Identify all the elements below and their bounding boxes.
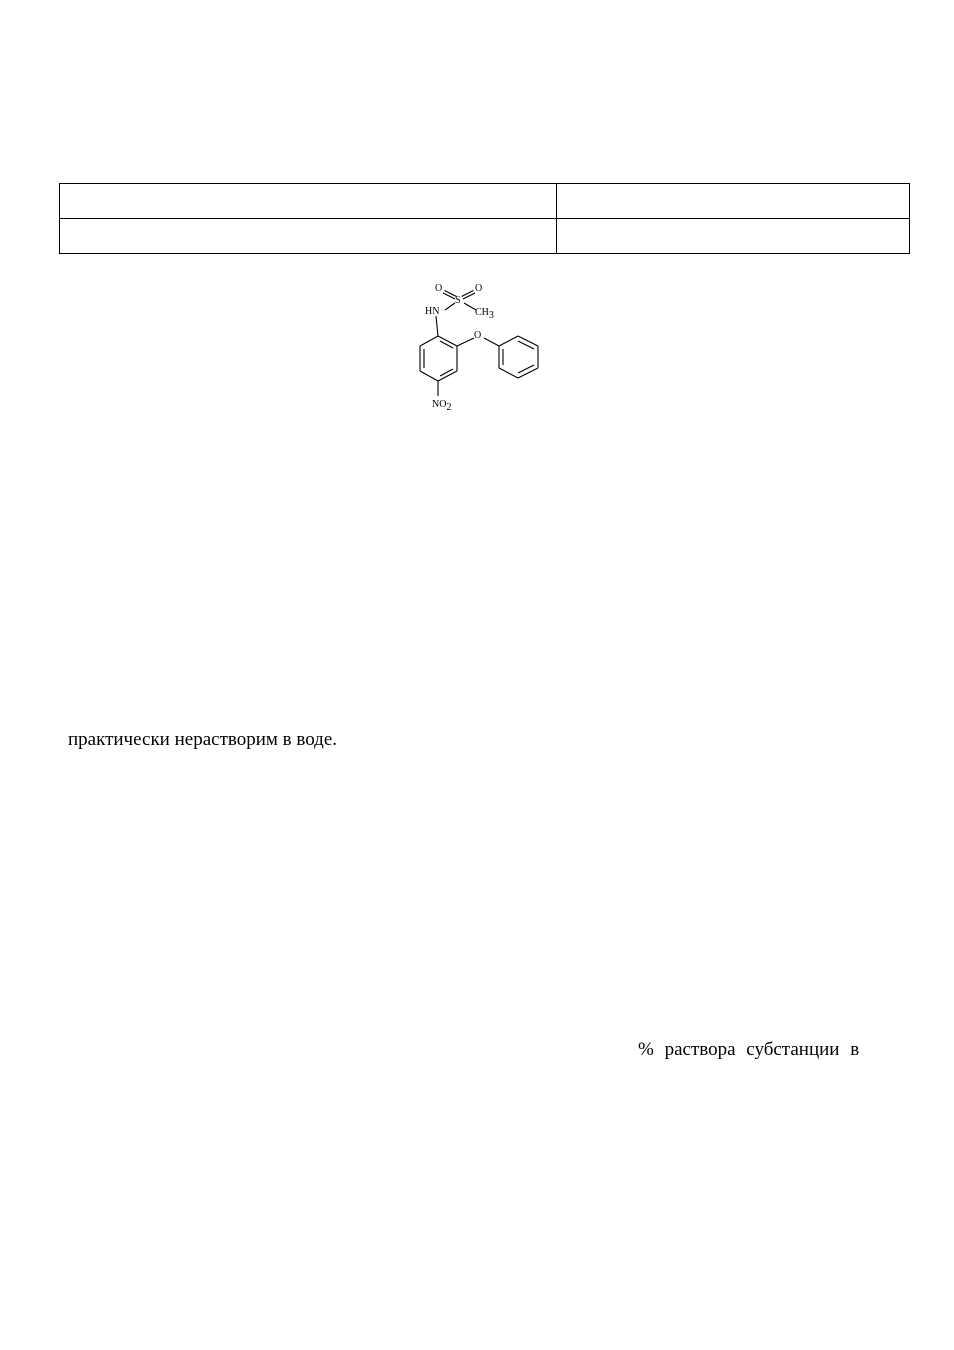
table-row (60, 184, 910, 219)
solution-fragment-text: % раствора субстанции в (638, 1039, 860, 1060)
header-table (59, 183, 910, 254)
atom-oxygen-2: O (475, 283, 483, 294)
chemical-structure (405, 276, 555, 416)
table-row (60, 219, 910, 254)
table-cell-left (60, 184, 557, 219)
atom-nh: HN (425, 306, 440, 317)
table-cell-right (557, 219, 910, 254)
nitro-label: NO (432, 399, 447, 410)
table-cell-left (60, 219, 557, 254)
atom-oxygen-1: O (435, 283, 443, 294)
methyl-label: CH (475, 307, 489, 318)
solubility-text: практически нерастворим в воде. (68, 729, 338, 750)
atom-sulfur: S (455, 295, 461, 306)
atom-methyl (475, 307, 494, 321)
table-cell-right (557, 184, 910, 219)
atom-ether-oxygen: O (474, 330, 482, 341)
nitro-subscript: 2 (446, 402, 452, 413)
atom-nitro (432, 399, 451, 413)
methyl-subscript: 3 (488, 310, 494, 321)
